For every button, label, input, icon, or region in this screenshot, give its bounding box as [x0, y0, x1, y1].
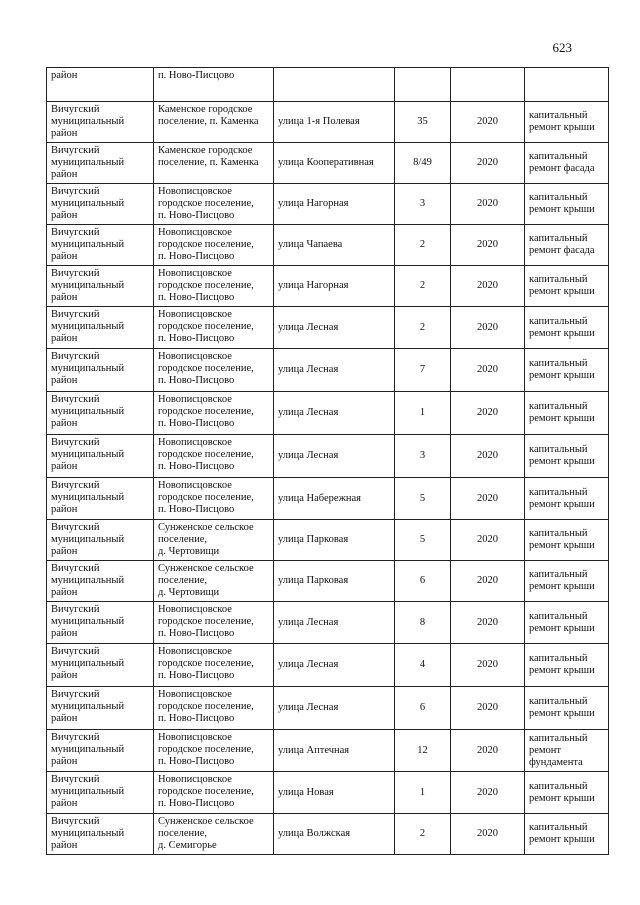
cell-district: Вичугский муниципальный район: [47, 561, 154, 602]
cell-street: улица Лесная: [274, 435, 395, 478]
table-row: [47, 349, 609, 392]
cell-house: 2: [395, 225, 451, 266]
cell-work: капитальный ремонт фасада: [525, 143, 609, 184]
cell-district: Вичугский муниципальный район: [47, 184, 154, 225]
table-row: [47, 520, 609, 561]
cell-work: капитальный ремонт крыши: [525, 307, 609, 349]
cell-settlement: Каменское городское поселение, п. Каменка: [154, 102, 274, 143]
cell-work: капитальный ремонт фундамента: [525, 730, 609, 772]
cell-house: 2: [395, 814, 451, 855]
table-row: [47, 561, 609, 602]
cell-settlement: Новописцовское городское поселение, п. Ново-Писцово: [154, 602, 274, 644]
table-row: [47, 225, 609, 266]
cell-street: улица Набережная: [274, 478, 395, 520]
cell-house: 3: [395, 435, 451, 478]
cell-work: капитальный ремонт крыши: [525, 349, 609, 392]
cell-work: [525, 68, 609, 102]
cell-year: 2020: [451, 561, 525, 602]
housing-repair-table: [46, 67, 609, 855]
cell-district: Вичугский муниципальный район: [47, 307, 154, 349]
cell-street: улица Нагорная: [274, 184, 395, 225]
cell-settlement: Каменское городское поселение, п. Каменка: [154, 143, 274, 184]
cell-year: 2020: [451, 143, 525, 184]
cell-work: капитальный ремонт крыши: [525, 814, 609, 855]
cell-street: улица Лесная: [274, 687, 395, 730]
cell-district: Вичугский муниципальный район: [47, 349, 154, 392]
cell-year: 2020: [451, 730, 525, 772]
cell-year: 2020: [451, 392, 525, 435]
cell-house: 5: [395, 520, 451, 561]
cell-house: 7: [395, 349, 451, 392]
cell-house: 4: [395, 644, 451, 687]
cell-district: Вичугский муниципальный район: [47, 520, 154, 561]
table-row: [47, 184, 609, 225]
cell-house: 12: [395, 730, 451, 772]
cell-work: капитальный ремонт крыши: [525, 184, 609, 225]
cell-year: 2020: [451, 814, 525, 855]
table-row: [47, 644, 609, 687]
cell-work: капитальный ремонт крыши: [525, 392, 609, 435]
cell-settlement: Новописцовское городское поселение, п. Ново-Писцово: [154, 349, 274, 392]
cell-house: 8: [395, 602, 451, 644]
cell-district: Вичугский муниципальный район: [47, 143, 154, 184]
cell-settlement: Новописцовское городское поселение, п. Ново-Писцово: [154, 644, 274, 687]
cell-work: капитальный ремонт крыши: [525, 602, 609, 644]
table-row: [47, 772, 609, 814]
cell-house: 35: [395, 102, 451, 143]
cell-house: 1: [395, 392, 451, 435]
cell-work: капитальный ремонт крыши: [525, 478, 609, 520]
cell-street: улица Нагорная: [274, 266, 395, 307]
cell-district: Вичугский муниципальный район: [47, 814, 154, 855]
cell-house: 2: [395, 307, 451, 349]
cell-street: улица Аптечная: [274, 730, 395, 772]
cell-year: 2020: [451, 307, 525, 349]
cell-house: 5: [395, 478, 451, 520]
cell-street: улица Чапаева: [274, 225, 395, 266]
cell-year: 2020: [451, 772, 525, 814]
cell-work: капитальный ремонт крыши: [525, 435, 609, 478]
cell-district: Вичугский муниципальный район: [47, 435, 154, 478]
cell-year: 2020: [451, 435, 525, 478]
table-row: [47, 602, 609, 644]
cell-settlement: Новописцовское городское поселение, п. Ново-Писцово: [154, 730, 274, 772]
cell-house: [395, 68, 451, 102]
cell-settlement: Новописцовское городское поселение, п. Ново-Писцово: [154, 307, 274, 349]
cell-settlement: Новописцовское городское поселение, п. Ново-Писцово: [154, 687, 274, 730]
cell-house: 1: [395, 772, 451, 814]
cell-street: улица Кооперативная: [274, 143, 395, 184]
cell-year: 2020: [451, 184, 525, 225]
cell-house: 6: [395, 561, 451, 602]
table-row: [47, 730, 609, 772]
cell-year: 2020: [451, 644, 525, 687]
cell-street: улица Парковая: [274, 520, 395, 561]
cell-year: [451, 68, 525, 102]
cell-work: капитальный ремонт крыши: [525, 772, 609, 814]
cell-district: Вичугский муниципальный район: [47, 102, 154, 143]
table-row: [47, 814, 609, 855]
cell-street: улица Лесная: [274, 644, 395, 687]
cell-district: Вичугский муниципальный район: [47, 225, 154, 266]
cell-settlement: Новописцовское городское поселение, п. Ново-Писцово: [154, 435, 274, 478]
cell-settlement: Сунженское сельское поселение, д. Семигорье: [154, 814, 274, 855]
cell-settlement: Новописцовское городское поселение, п. Ново-Писцово: [154, 184, 274, 225]
cell-district: Вичугский муниципальный район: [47, 478, 154, 520]
cell-district: Вичугский муниципальный район: [47, 687, 154, 730]
cell-year: 2020: [451, 266, 525, 307]
cell-house: 3: [395, 184, 451, 225]
table-row: [47, 478, 609, 520]
cell-street: улица Новая: [274, 772, 395, 814]
cell-district: Вичугский муниципальный район: [47, 730, 154, 772]
table-row: [47, 102, 609, 143]
cell-street: улица Волжская: [274, 814, 395, 855]
cell-street: улица 1-я Полевая: [274, 102, 395, 143]
cell-work: капитальный ремонт фасада: [525, 225, 609, 266]
cell-settlement: Новописцовское городское поселение, п. Ново-Писцово: [154, 266, 274, 307]
cell-settlement: Сунженское сельское поселение, д. Чертовищи: [154, 561, 274, 602]
table-row: [47, 143, 609, 184]
page-number: 623: [552, 40, 572, 55]
cell-year: 2020: [451, 225, 525, 266]
cell-street: улица Лесная: [274, 307, 395, 349]
cell-street: улица Лесная: [274, 602, 395, 644]
cell-district: Вичугский муниципальный район: [47, 392, 154, 435]
cell-work: капитальный ремонт крыши: [525, 266, 609, 307]
cell-work: капитальный ремонт крыши: [525, 687, 609, 730]
cell-year: 2020: [451, 520, 525, 561]
cell-year: 2020: [451, 602, 525, 644]
cell-house: 8/49: [395, 143, 451, 184]
cell-street: улица Лесная: [274, 392, 395, 435]
table-row: [47, 307, 609, 349]
cell-settlement: Сунженское сельское поселение, д. Чертовищи: [154, 520, 274, 561]
table-row: [47, 435, 609, 478]
cell-year: 2020: [451, 102, 525, 143]
cell-settlement: п. Ново-Писцово: [154, 68, 274, 102]
cell-street: улица Лесная: [274, 349, 395, 392]
cell-street: [274, 68, 395, 102]
table-row: [47, 68, 609, 102]
cell-district: Вичугский муниципальный район: [47, 602, 154, 644]
cell-settlement: Новописцовское городское поселение, п. Ново-Писцово: [154, 478, 274, 520]
cell-year: 2020: [451, 687, 525, 730]
cell-settlement: Новописцовское городское поселение, п. Ново-Писцово: [154, 772, 274, 814]
cell-district: район: [47, 68, 154, 102]
cell-house: 6: [395, 687, 451, 730]
table-row: [47, 687, 609, 730]
cell-work: капитальный ремонт крыши: [525, 102, 609, 143]
table-row: [47, 266, 609, 307]
cell-work: капитальный ремонт крыши: [525, 644, 609, 687]
cell-work: капитальный ремонт крыши: [525, 561, 609, 602]
cell-street: улица Парковая: [274, 561, 395, 602]
cell-year: 2020: [451, 478, 525, 520]
table-row: [47, 392, 609, 435]
cell-district: Вичугский муниципальный район: [47, 266, 154, 307]
cell-district: Вичугский муниципальный район: [47, 644, 154, 687]
cell-year: 2020: [451, 349, 525, 392]
cell-district: Вичугский муниципальный район: [47, 772, 154, 814]
cell-settlement: Новописцовское городское поселение, п. Ново-Писцово: [154, 392, 274, 435]
cell-house: 2: [395, 266, 451, 307]
cell-settlement: Новописцовское городское поселение, п. Ново-Писцово: [154, 225, 274, 266]
cell-work: капитальный ремонт крыши: [525, 520, 609, 561]
